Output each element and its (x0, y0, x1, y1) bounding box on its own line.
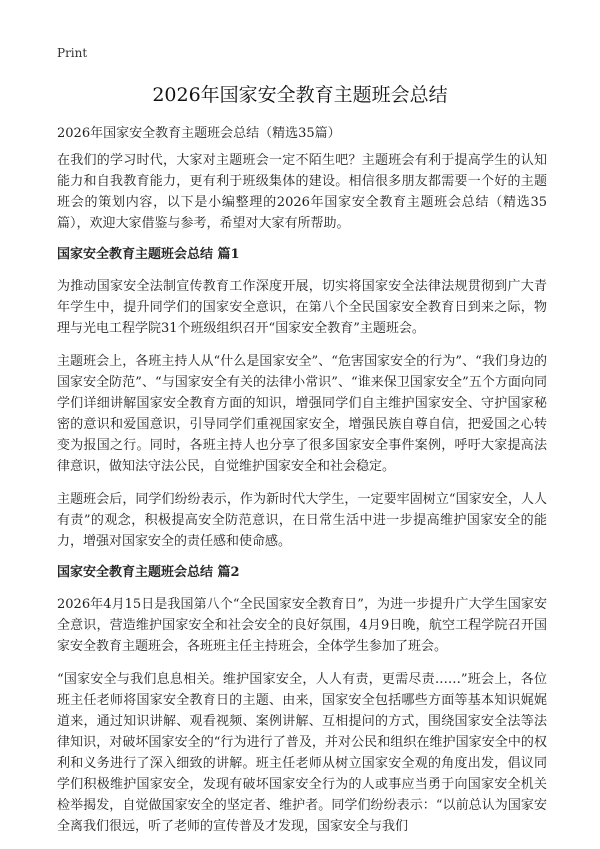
document-subtitle: 2026年国家安全教育主题班会总结（精选35篇） (57, 126, 341, 141)
section-heading-2: 国家安全教育主题班会总结 篇2 (57, 565, 240, 580)
print-link[interactable]: Print (57, 46, 88, 60)
section-2-paragraph-1: 2026年4月15日是我国第八个“全民国家安全教育日”，为进一步提升广大学生国家安全意识，营造维护国家安全和社会安全的良好氛围，4月9日晚，航空工程学院召开国家安全教育主题班会，各班班主任主持班会，全体学生参加了班会。 (57, 597, 547, 654)
section-heading-1: 国家安全教育主题班会总结 篇1 (57, 247, 240, 262)
section-1-paragraph-1: 为推动国家安全法制宣传教育工作深度开展，切实将国家安全法律法规贯彻到广大青年学生中，提升同学们的国家安全意识，在第八个全民国家安全教育日到来之际，物理与光电工程学院31个班级组织召开“国家安全教育”主题班会。 (57, 279, 547, 336)
section-1-paragraph-2: 主题班会上，各班主持人从“什么是国家安全”、“危害国家安全的行为”、“我们身边的国家安全防范”、“与国家安全有关的法律小常识”、“谁来保卫国家安全”五个方面向同学们详细讲解国家安全教育方面的知识，增强同学们自主维护国家安全、守护国家秘密的意识和爱国意识，引导同学们重视国家安全，增强民族自尊自信，把爱国之心转变为报国之行。同时，各班主持人也分享了很多国家安全事件案例，呼吁大家提高法律意识，做知法守法公民，自觉维护国家安全和社会稳定。 (57, 354, 547, 474)
intro-paragraph: 在我们的学习时代，大家对主题班会一定不陌生吧？主题班会有利于提高学生的认知能力和自我教育能力，更有利于班级集体的建设。相信很多朋友都需要一个好的主题班会的策划内容，以下是小编整理的2026年国家安全教育主题班会总结（精选35篇），欢迎大家借鉴与参考，希望对大家有所帮助。 (57, 153, 547, 231)
section-1-paragraph-3: 主题班会后，同学们纷纷表示，作为新时代大学生，一定要牢固树立“国家安全，人人有责”的观念，积极提高安全防范意识，在日常生活中进一步提高维护国家安全的能力，增强对国家安全的责任感和使命感。 (57, 492, 547, 549)
document-body (57, 150, 547, 849)
section-2-paragraph-2: “国家安全与我们息息相关。维护国家安全，人人有责，更需尽责……”班会上，各位班主任老师将国家安全教育日的主题、由来，国家安全包括哪些方面等基本知识娓娓道来，通过知识讲解、观看视频、案例讲解、互相提问的方式，围绕国家安全法等法律知识，对破坏国家安全的“行为进行了普及，并对公民和组织在维护国家安全中的权利和义务进行了深入细致的讲解。班主任老师从树立国家安全观的角度出发，倡议同学们积极维护国家安全，发现有破坏国家安全行为的人或事应当勇于向国家安全机关检举揭发，自觉做国家安全的坚定者、维护者。同学们纷纷表示：“以前总认为国家安全离我们很远，听了老师的宣传普及才发现，国家安全与我们 (57, 672, 547, 834)
document-title: 2026年国家安全教育主题班会总结 (152, 84, 448, 106)
